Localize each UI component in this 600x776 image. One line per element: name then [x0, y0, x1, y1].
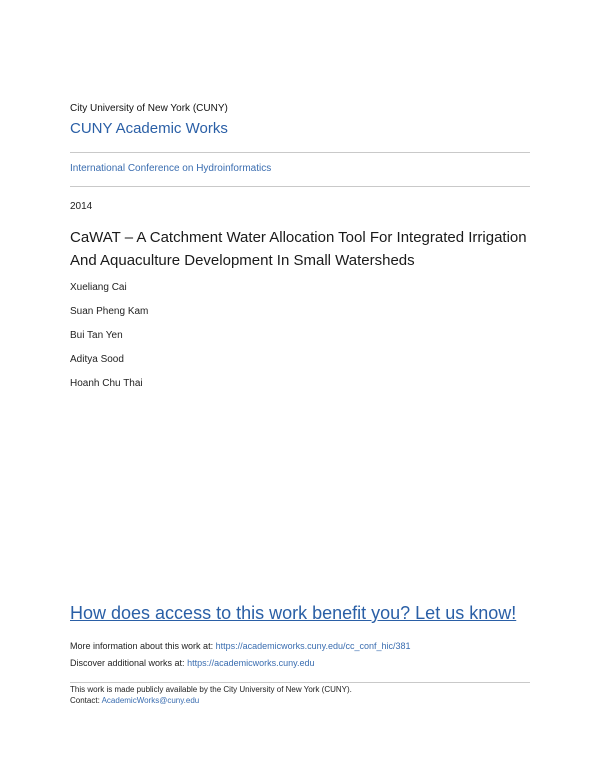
author-list [70, 282, 148, 402]
institution-name: City University of New York (CUNY) [70, 103, 228, 114]
divider [70, 152, 530, 153]
discover-line [70, 658, 314, 668]
repository-link[interactable]: CUNY Academic Works [70, 120, 228, 137]
work-title: CaWAT – A Catchment Water Allocation Tool For Integrated Irrigation And Aquaculture Development In Small Watersheds [70, 229, 527, 269]
author-name: Hoanh Chu Thai [70, 378, 143, 389]
repository-url-link[interactable]: https://academicworks.cuny.edu [187, 658, 315, 668]
author-name: Suan Pheng Kam [70, 306, 149, 317]
work-url-link[interactable]: https://academicworks.cuny.edu/cc_conf_hic/381 [215, 641, 411, 651]
more-info-label: More information about this work at: [70, 641, 216, 651]
contact-line [70, 696, 199, 705]
conference-link[interactable]: International Conference on Hydroinformatics [70, 163, 272, 174]
divider [70, 186, 530, 187]
contact-label: Contact: [70, 696, 102, 705]
availability-notice: This work is made publicly available by the City University of New York (CUNY). [70, 685, 352, 694]
publication-year: 2014 [70, 201, 93, 212]
divider [70, 682, 530, 683]
more-info-line [70, 641, 411, 651]
author-name: Bui Tan Yen [70, 330, 123, 341]
feedback-link[interactable]: How does access to this work benefit you? Let us know! [70, 603, 517, 623]
discover-label: Discover additional works at: [70, 658, 188, 668]
author-name: Xueliang Cai [70, 282, 127, 293]
contact-email-link[interactable]: AcademicWorks@cuny.edu [101, 696, 200, 705]
author-name: Aditya Sood [70, 354, 124, 365]
